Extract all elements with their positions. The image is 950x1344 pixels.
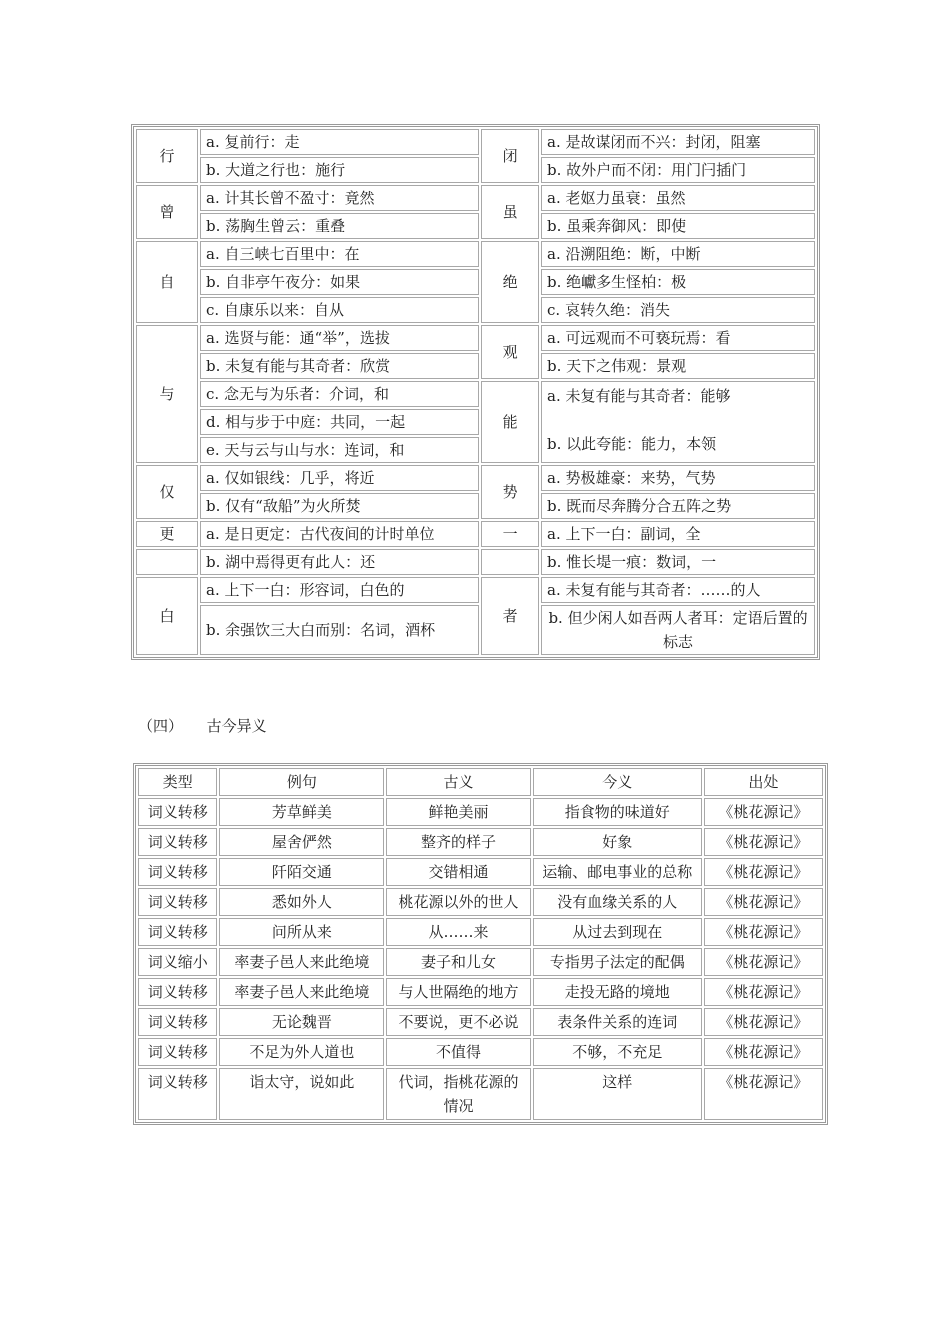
- table-row: [136, 465, 815, 491]
- meaning-cell: b. 大道之行也：施行: [200, 157, 479, 183]
- table-row: [138, 1038, 823, 1066]
- word-cell: 虽: [481, 185, 539, 239]
- table-cell: 问所从来: [219, 918, 384, 946]
- table-row: [136, 129, 815, 155]
- table-header-row: [138, 768, 823, 796]
- table-cell: 芳草鲜美: [219, 798, 384, 826]
- meaning-change-table: [133, 763, 828, 1125]
- table-row: [138, 1068, 823, 1120]
- table-row: [138, 978, 823, 1006]
- table-cell: 《桃花源记》: [704, 1008, 823, 1036]
- table-cell: 《桃花源记》: [704, 798, 823, 826]
- table-cell: 《桃花源记》: [704, 1068, 823, 1120]
- table-cell: 率妻子邑人来此绝境: [219, 948, 384, 976]
- table-cell: 诣太守，说如此: [219, 1068, 384, 1120]
- table-cell: 专指男子法定的配偶: [533, 948, 702, 976]
- table-row: [138, 798, 823, 826]
- table-cell: 运输、邮电事业的总称: [533, 858, 702, 886]
- meaning-cell: b. 但少闲人如吾两人者耳：定语后置的标志: [541, 605, 815, 655]
- table-cell: 悉如外人: [219, 888, 384, 916]
- meaning-cell: b. 既而尽奔腾分合五阵之势: [541, 493, 815, 519]
- table-cell: 不足为外人道也: [219, 1038, 384, 1066]
- table-cell: 无论魏晋: [219, 1008, 384, 1036]
- meaning-cell: c. 自康乐以来：自从: [200, 297, 479, 323]
- table-cell: 《桃花源记》: [704, 888, 823, 916]
- table-cell: 屋舍俨然: [219, 828, 384, 856]
- table-cell: 词义转移: [138, 1008, 217, 1036]
- table-cell: 不值得: [386, 1038, 530, 1066]
- meaning-cell: c. 念无与为乐者：介词，和: [200, 381, 479, 407]
- table-cell: 词义转移: [138, 918, 217, 946]
- table-row: [136, 549, 815, 575]
- meaning-cell: a. 是故谋闭而不兴：封闭，阻塞: [541, 129, 815, 155]
- meaning-line: a. 未复有能与其奇者：能够: [547, 387, 731, 405]
- table-row: [138, 948, 823, 976]
- meaning-cell: b. 未复有能与其奇者：欣赏: [200, 353, 479, 379]
- meaning-cell: a. 自三峡七百里中：在: [200, 241, 479, 267]
- table-cell: 交错相通: [386, 858, 530, 886]
- section-number: （四）: [138, 717, 184, 735]
- table-row: [136, 297, 815, 323]
- table-row: [138, 888, 823, 916]
- table-cell: 词义转移: [138, 1068, 217, 1120]
- table-cell: 词义转移: [138, 858, 217, 886]
- table-cell: 《桃花源记》: [704, 858, 823, 886]
- meaning-cell: b. 湖中焉得更有此人：还: [200, 549, 479, 575]
- meaning-cell: a. 是日更定：古代夜间的计时单位: [200, 521, 479, 547]
- word-cell: 能: [481, 381, 539, 463]
- meaning-cell: a. 可远观而不可亵玩焉：看: [541, 325, 815, 351]
- word-cell: 自: [136, 241, 198, 323]
- table-cell: 《桃花源记》: [704, 978, 823, 1006]
- meaning-cell: b. 故外户而不闭：用门闩插门: [541, 157, 815, 183]
- column-header: 今义: [533, 768, 702, 796]
- table-cell: 妻子和儿女: [386, 948, 530, 976]
- word-cell: 白: [136, 577, 198, 655]
- table-row: [136, 241, 815, 267]
- column-header: 古义: [386, 768, 530, 796]
- table-cell: 好象: [533, 828, 702, 856]
- table-cell: 词义转移: [138, 1038, 217, 1066]
- word-cell: 更: [136, 521, 198, 547]
- word-cell: [481, 549, 539, 575]
- meaning-cell: a. 势极雄豪：来势，气势: [541, 465, 815, 491]
- table-row: [136, 605, 815, 655]
- table-cell: 词义转移: [138, 798, 217, 826]
- word-cell: 一: [481, 521, 539, 547]
- section-title: 古今异义: [206, 717, 267, 735]
- table-row: [138, 828, 823, 856]
- word-cell: 与: [136, 325, 198, 463]
- table-row: [136, 269, 815, 295]
- meaning-cell: a. 仅如银线：几乎，将近: [200, 465, 479, 491]
- meaning-cell: a. 上下一白：形容词，白色的: [200, 577, 479, 603]
- word-cell: 闭: [481, 129, 539, 183]
- table-row: [138, 918, 823, 946]
- meaning-cell: b. 余强饮三大白而别：名词，酒杯: [200, 605, 479, 655]
- table-cell: 《桃花源记》: [704, 828, 823, 856]
- meaning-cell: b. 仅有“敌船”为火所焚: [200, 493, 479, 519]
- table-cell: 不够，不充足: [533, 1038, 702, 1066]
- meaning-cell: a. 沿溯阻绝：断，中断: [541, 241, 815, 267]
- table-cell: 这样: [533, 1068, 702, 1120]
- meaning-cell: b. 绝巘多生怪柏：极: [541, 269, 815, 295]
- meaning-cell: [541, 381, 815, 463]
- table-cell: 不要说，更不必说: [386, 1008, 530, 1036]
- section-heading: [138, 713, 267, 739]
- meaning-cell: a. 老妪力虽衰：虽然: [541, 185, 815, 211]
- meaning-cell: a. 上下一白：副词，全: [541, 521, 815, 547]
- table-row: [136, 493, 815, 519]
- meaning-cell: b. 自非亭午夜分：如果: [200, 269, 479, 295]
- meaning-cell: c. 哀转久绝：消失: [541, 297, 815, 323]
- table-row: [136, 213, 815, 239]
- table-cell: 与人世隔绝的地方: [386, 978, 530, 1006]
- table-cell: 整齐的样子: [386, 828, 530, 856]
- table-cell: 从……来: [386, 918, 530, 946]
- meaning-cell: b. 虽乘奔御风：即使: [541, 213, 815, 239]
- table-cell: 鲜艳美丽: [386, 798, 530, 826]
- table-row: [136, 521, 815, 547]
- meaning-cell: e. 天与云与山与水：连词，和: [200, 437, 479, 463]
- meaning-cell: a. 复前行：走: [200, 129, 479, 155]
- meaning-cell: b. 惟长堤一痕：数词，一: [541, 549, 815, 575]
- table-row: [136, 353, 815, 379]
- table-cell: 词义缩小: [138, 948, 217, 976]
- table-cell: 词义转移: [138, 828, 217, 856]
- table-row: [136, 157, 815, 183]
- table-row: [136, 325, 815, 351]
- word-cell: 势: [481, 465, 539, 519]
- meaning-cell: a. 计其长曾不盈寸：竟然: [200, 185, 479, 211]
- meaning-cell: a. 选贤与能：通“举”，选拔: [200, 325, 479, 351]
- table-row: [138, 1008, 823, 1036]
- meaning-cell: b. 荡胸生曾云：重叠: [200, 213, 479, 239]
- column-header: 出处: [704, 768, 823, 796]
- table-row: [136, 381, 815, 407]
- table-row: [136, 185, 815, 211]
- table-cell: 没有血缘关系的人: [533, 888, 702, 916]
- table-body: [138, 798, 823, 1120]
- word-cell: 行: [136, 129, 198, 183]
- table-cell: 从过去到现在: [533, 918, 702, 946]
- table-cell: 指食物的味道好: [533, 798, 702, 826]
- table-cell: 词义转移: [138, 888, 217, 916]
- table-cell: 《桃花源记》: [704, 948, 823, 976]
- table-cell: 《桃花源记》: [704, 1038, 823, 1066]
- table-cell: 走投无路的境地: [533, 978, 702, 1006]
- table-cell: 率妻子邑人来此绝境: [219, 978, 384, 1006]
- table-cell: 桃花源以外的世人: [386, 888, 530, 916]
- table-row: [136, 577, 815, 603]
- polysemy-table: [131, 124, 820, 660]
- table-cell: 表条件关系的连词: [533, 1008, 702, 1036]
- meaning-cell: b. 天下之伟观：景观: [541, 353, 815, 379]
- table-row: [138, 858, 823, 886]
- column-header: 例句: [219, 768, 384, 796]
- word-cell: 绝: [481, 241, 539, 323]
- word-cell: 观: [481, 325, 539, 379]
- table-cell: 词义转移: [138, 978, 217, 1006]
- table-cell: 阡陌交通: [219, 858, 384, 886]
- table-cell: 《桃花源记》: [704, 918, 823, 946]
- word-cell: 者: [481, 577, 539, 655]
- word-cell: [136, 549, 198, 575]
- meaning-cell: d. 相与步于中庭：共同，一起: [200, 409, 479, 435]
- word-cell: 曾: [136, 185, 198, 239]
- word-cell: 仅: [136, 465, 198, 519]
- column-header: 类型: [138, 768, 217, 796]
- table-cell: 代词，指桃花源的情况: [386, 1068, 530, 1120]
- meaning-cell: a. 未复有能与其奇者：……的人: [541, 577, 815, 603]
- meaning-line: b. 以此夸能：能力，本领: [547, 435, 717, 453]
